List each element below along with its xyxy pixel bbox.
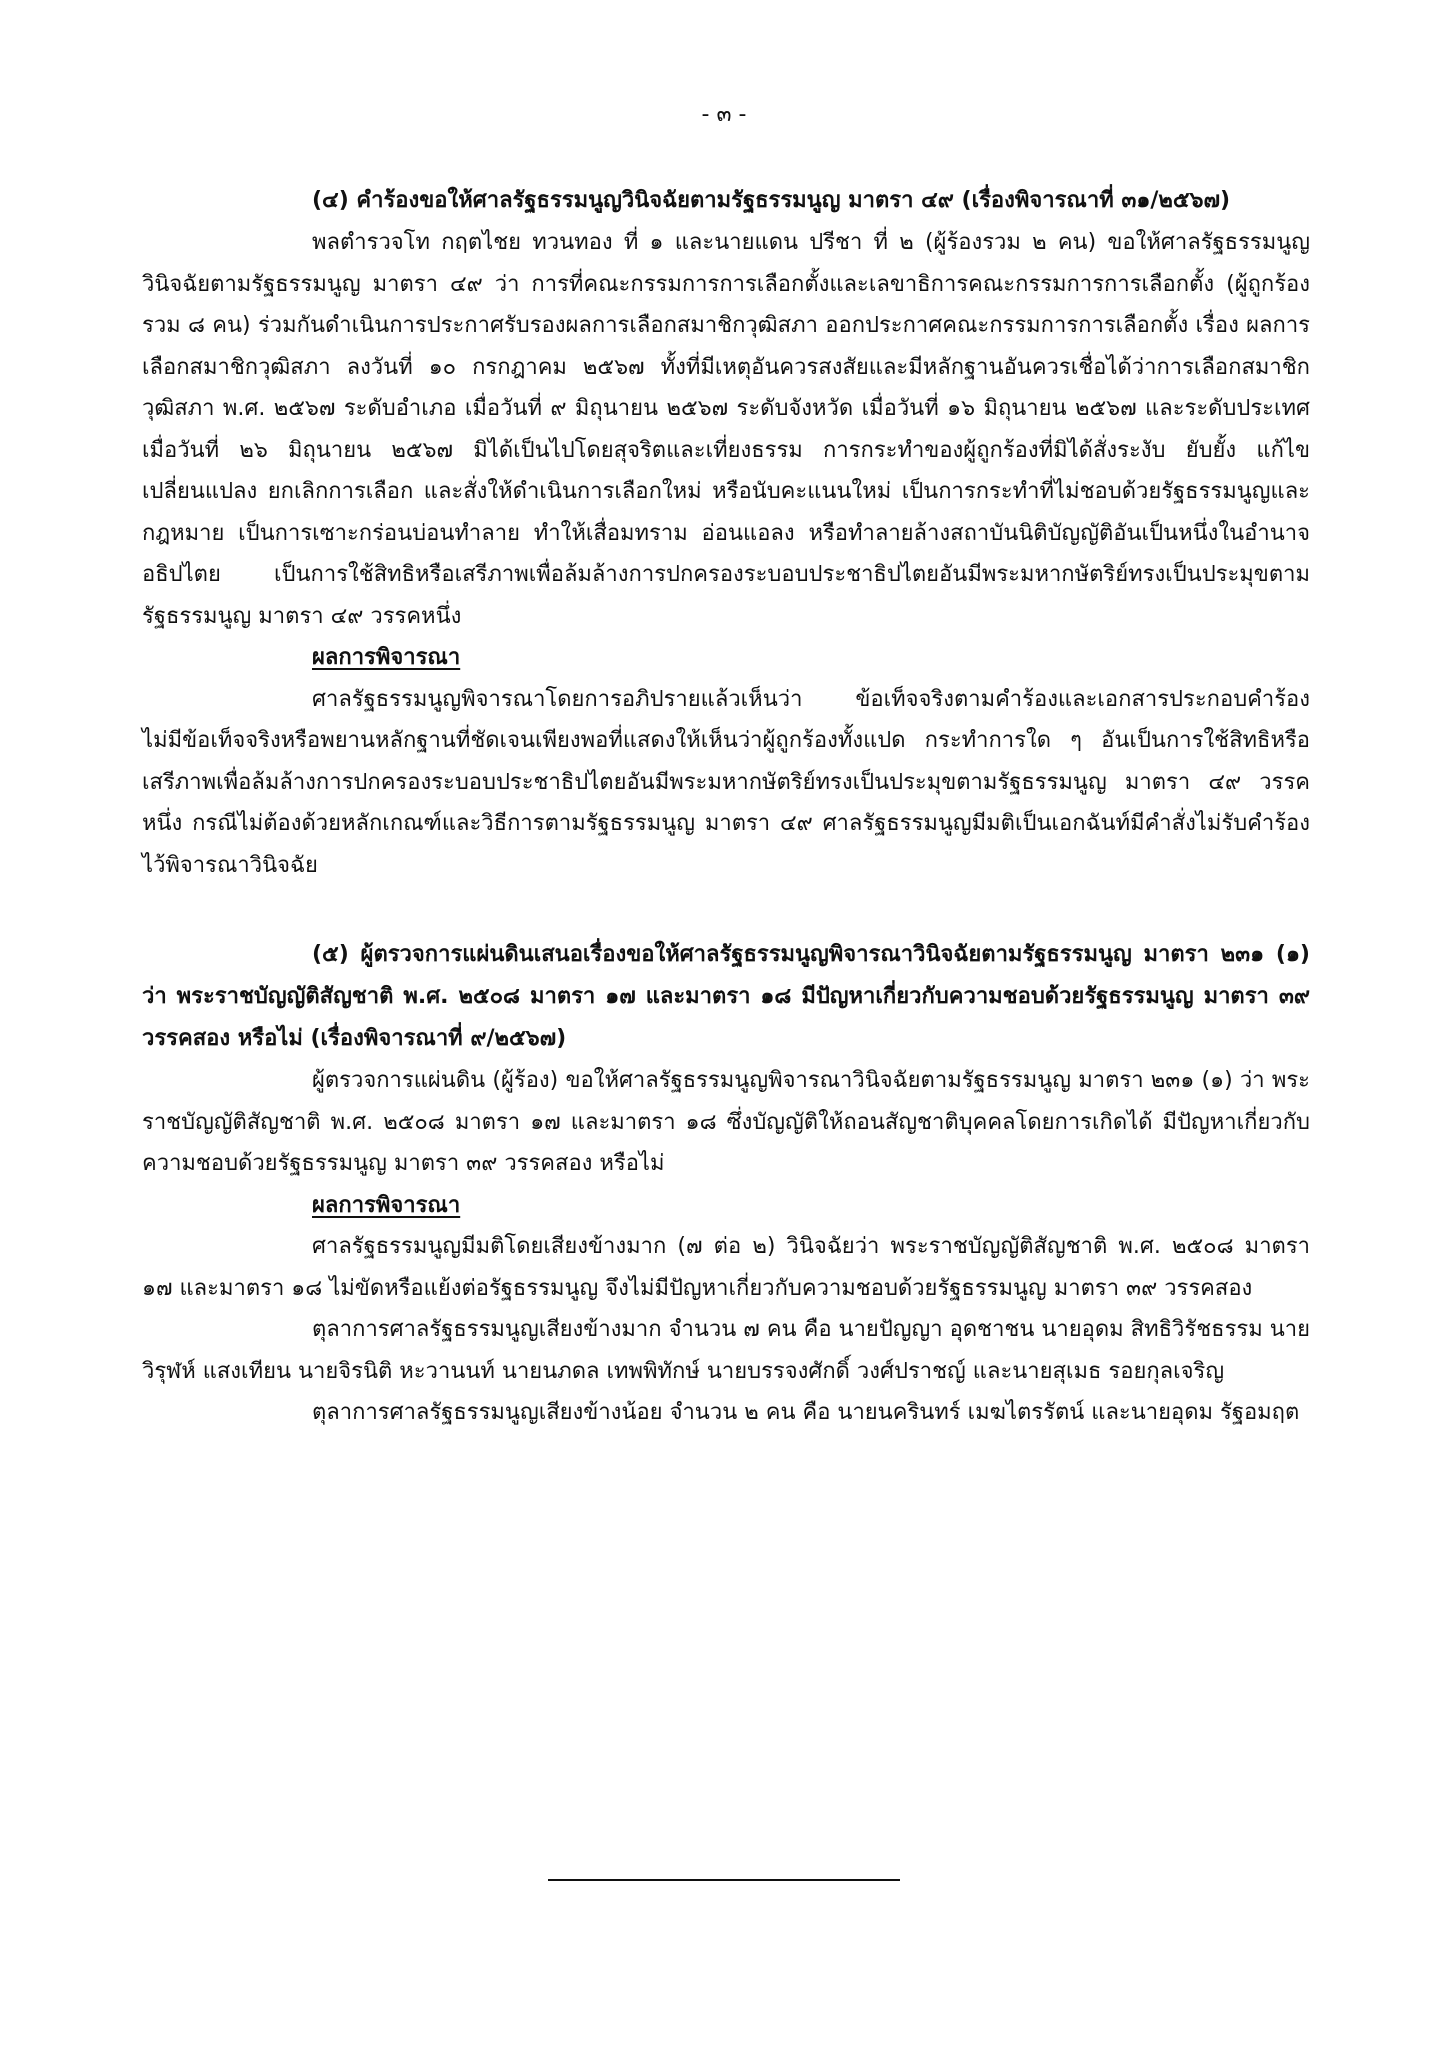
section-gap: [142, 886, 1310, 934]
section-body: ผู้ตรวจการแผ่นดิน (ผู้ร้อง) ขอให้ศาลรัฐธรรมนูญพิจารณาวินิจฉัยตามรัฐธรรมนูญ มาตรา ๒๓๑ (๑) ว่า พระราชบัญญัติสัญชาติ พ.ศ. ๒๕๐๘ มาตรา ๑๗ และมาตรา ๑๘ ซึ่งบัญญัติให้ถอนสัญชาติบุคคลโดยการเกิดได้ มีปัญหาเกี่ยวกับความชอบด้วยรัฐธรรมนูญ มาตรา ๓๙ วรรคสอง หรือไม่: [142, 1068, 1310, 1176]
end-divider: [548, 1879, 900, 1881]
section-4: [142, 180, 1310, 886]
section-body: พลตำรวจโท กฤตไชย ทวนทอง ที่ ๑ และนายแดน ปรีชา ที่ ๒ (ผู้ร้องรวม ๒ คน) ขอให้ศาลรัฐธรรมนูญวินิจฉัยตามรัฐธรรมนูญ มาตรา ๔๙ ว่า การที่คณะกรรมการการเลือกตั้งและเลขาธิการคณะกรรมการการเลือกตั้ง (ผู้ถูกร้องรวม ๘ คน) ร่วมกันดำเนินการประกาศรับรองผลการเลือกสมาชิกวุฒิสภา ออกประกาศคณะกรรมการการเลือกตั้ง เรื่อง ผลการเลือกสมาชิกวุฒิสภา ลงวันที่ ๑๐ กรกฎาคม ๒๕๖๗ ทั้งที่มีเหตุอันควรสงสัยและมีหลักฐานอันควรเชื่อได้ว่าการเลือกสมาชิกวุฒิสภา พ.ศ. ๒๕๖๗ ระดับอำเภอ เมื่อวันที่ ๙ มิถุนายน ๒๕๖๗ ระดับจังหวัด เมื่อวันที่ ๑๖ มิถุนายน ๒๕๖๗ และระดับประเทศ เมื่อวันที่ ๒๖ มิถุนายน ๒๕๖๗ มิได้เป็นไปโดยสุจริตและเที่ยงธรรม การกระทำของผู้ถูกร้องที่มิได้สั่งระงับ ยับยั้ง แก้ไข เปลี่ยนแปลง ยกเลิกการเลือก และสั่งให้ดำเนินการเลือกใหม่ หรือนับคะแนนใหม่ เป็นการกระทำที่ไม่ชอบด้วยรัฐธรรมนูญและกฎหมาย เป็นการเซาะกร่อนบ่อนทำลาย ทำให้เสื่อมทราม อ่อนแอลง หรือทำลายล้างสถาบันนิติบัญญัติอันเป็นหนึ่งในอำนาจอธิปไตย เป็นการใช้สิทธิหรือเสรีภาพเพื่อล้มล้างการปกครองระบอบประชาธิปไตยอันมีพระมหากษัตริย์ทรงเป็นประมุขตามรัฐธรรมนูญ มาตรา ๔๙ วรรคหนึ่ง: [142, 230, 1310, 629]
result-label: [142, 637, 1310, 679]
page-number: - ๓ -: [701, 102, 747, 127]
result-paragraph: ศาลรัฐธรรมนูญมีมติโดยเสียงข้างมาก (๗ ต่อ ๒) วินิจฉัยว่า พระราชบัญญัติสัญชาติ พ.ศ. ๒๕๐๘ มาตรา ๑๗ และมาตรา ๑๘ ไม่ขัดหรือแย้งต่อรัฐธรรมนูญ จึงไม่มีปัญหาเกี่ยวกับความชอบด้วยรัฐธรรมนูญ มาตรา ๓๙ วรรคสอง: [142, 1234, 1310, 1301]
result-paragraph: ตุลาการศาลรัฐธรรมนูญเสียงข้างน้อย จำนวน ๒ คน คือ นายนครินทร์ เมฆไตรรัตน์ และนายอุดม รัฐอมฤต: [312, 1400, 1300, 1425]
result-label: [142, 1185, 1310, 1227]
section-heading: (๔) คำร้องขอให้ศาลรัฐธรรมนูญวินิจฉัยตามรัฐธรรมนูญ มาตรา ๔๙ (เรื่องพิจารณาที่ ๓๑/๒๕๖๗): [312, 188, 1231, 213]
result-paragraph: ตุลาการศาลรัฐธรรมนูญเสียงข้างมาก จำนวน ๗ คน คือ นายปัญญา อุดชาชน นายอุดม สิทธิวิรัชธรรม นายวิรุฬห์ แสงเทียน นายจิรนิติ หะวานนท์ นายนภดล เทพพิทักษ์ นายบรรจงศักดิ์ วงศ์ปราชญ์ และนายสุเมธ รอยกุลเจริญ: [142, 1317, 1310, 1384]
section-5: [142, 934, 1310, 1434]
document-body: [142, 180, 1310, 1434]
result-paragraph: ศาลรัฐธรรมนูญพิจารณาโดยการอภิปรายแล้วเห็นว่า ข้อเท็จจริงตามคำร้องและเอกสารประกอบคำร้อง ไม่มีข้อเท็จจริงหรือพยานหลักฐานที่ชัดเจนเพียงพอที่แสดงให้เห็นว่าผู้ถูกร้องทั้งแปด กระทำการใด ๆ อันเป็นการใช้สิทธิหรือเสรีภาพเพื่อล้มล้างการปกครองระบอบประชาธิปไตยอันมีพระมหากษัตริย์ทรงเป็นประมุขตามรัฐธรรมนูญ มาตรา ๔๙ วรรคหนึ่ง กรณีไม่ต้องด้วยหลักเกณฑ์และวิธีการตามรัฐธรรมนูญ มาตรา ๔๙ ศาลรัฐธรรมนูญมีมติเป็นเอกฉันท์มีคำสั่งไม่รับคำร้องไว้พิจารณาวินิจฉัย: [142, 686, 1310, 878]
section-heading: (๕) ผู้ตรวจการแผ่นดินเสนอเรื่องขอให้ศาลรัฐธรรมนูญพิจารณาวินิจฉัยตามรัฐธรรมนูญ มาตรา ๒๓๑ (๑) ว่า พระราชบัญญัติสัญชาติ พ.ศ. ๒๕๐๘ มาตรา ๑๗ และมาตรา ๑๘ มีปัญหาเกี่ยวกับความชอบด้วยรัฐธรรมนูญ มาตรา ๓๙ วรรคสอง หรือไม่ (เรื่องพิจารณาที่ ๙/๒๕๖๗): [142, 942, 1310, 1051]
result-label-text: ผลการพิจารณา: [312, 1192, 461, 1218]
result-label-text: ผลการพิจารณา: [312, 645, 461, 670]
